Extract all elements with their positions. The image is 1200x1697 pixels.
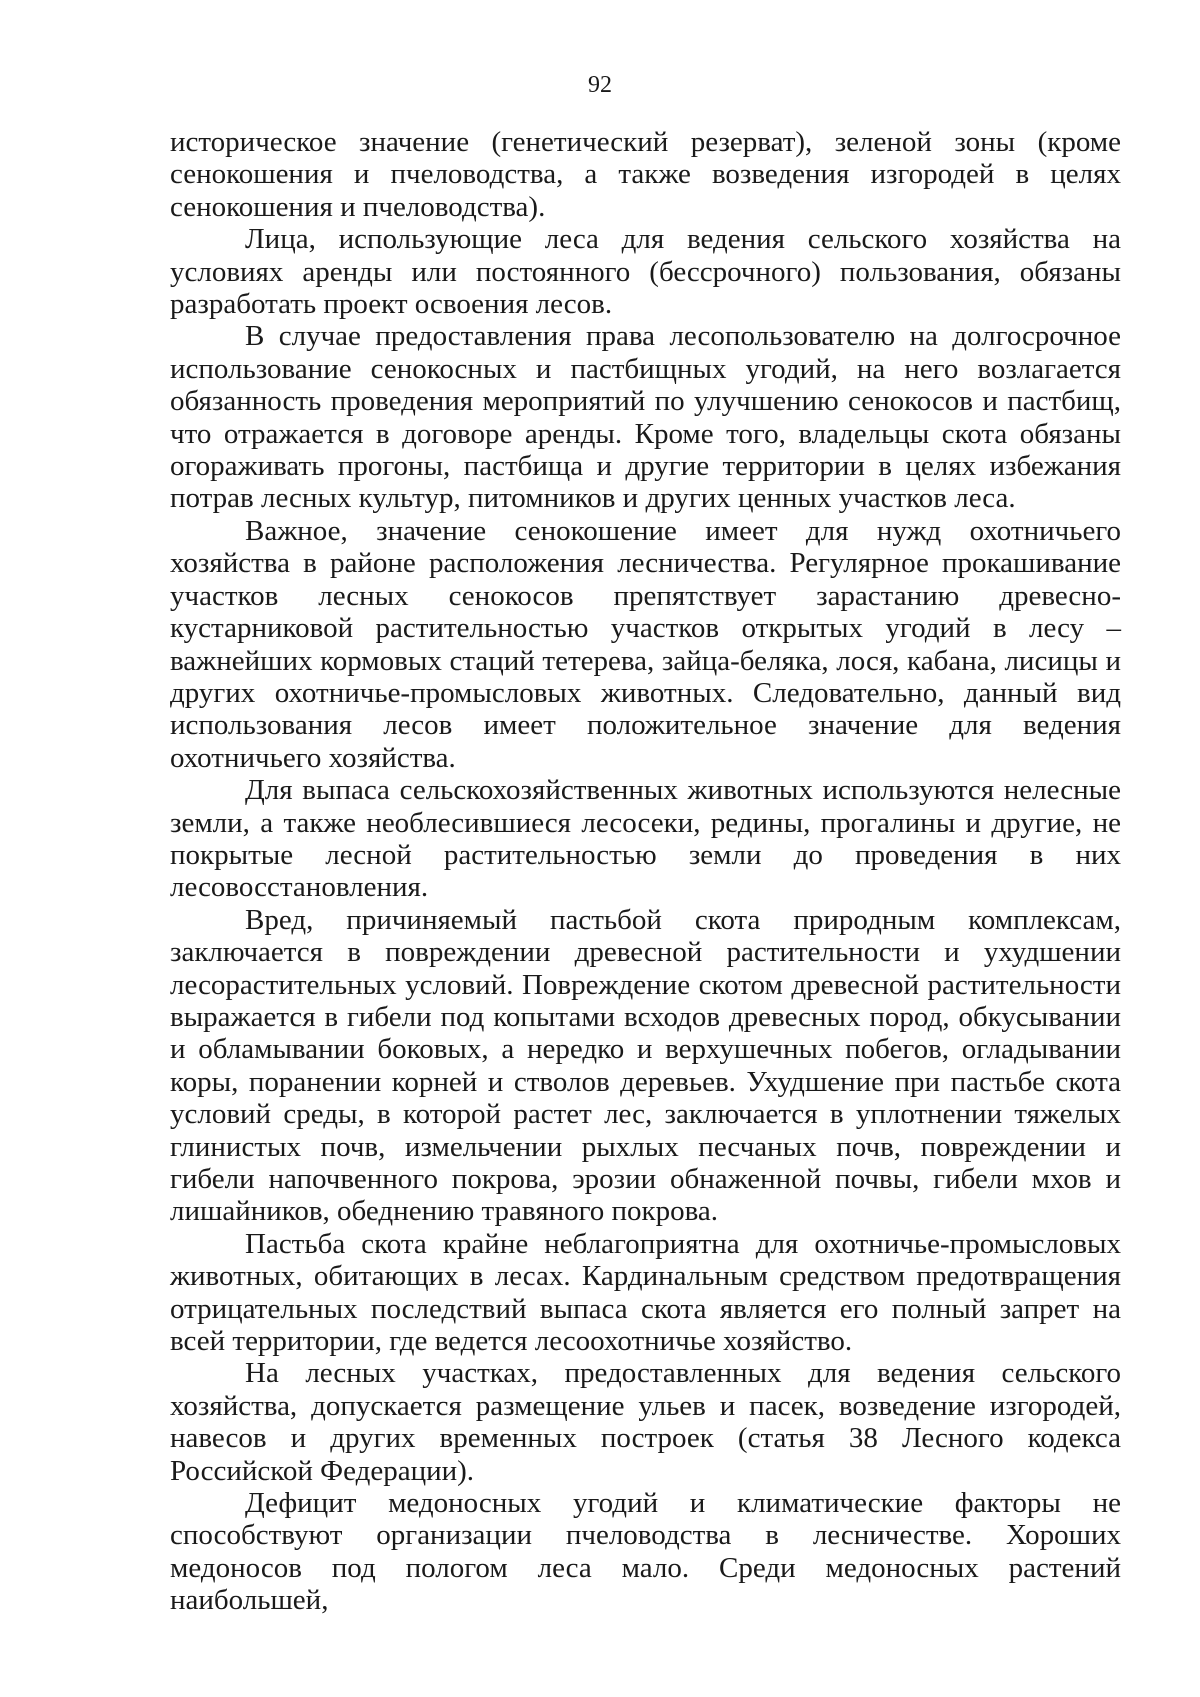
body-text [170,126,1121,1617]
paragraph-beehives: На лесных участках, предоставленных для ведения сельского хозяйства, допускается размещение ульев и пасек, возведение изгородей, навесов и других временных построек (статья 38 Лесного кодекса Российской Федерации). [170,1357,1121,1487]
paragraph-grazing-ban: Пастьба скота крайне неблагоприятна для охотничье-промысловых животных, обитающих в лесах. Кардинальным средством предотвращения отрицательных последствий выпаса скота является его полный запрет на всей территории, где ведется лесоохотничье хозяйство. [170,1227,1121,1358]
page-number: 92 [588,72,612,98]
paragraph-continued: историческое значение (генетический резерват), зеленой зоны (кроме сенокошения и пчеловодства, а также возведения изгородей в целях сенокошения и пчеловодства). [170,126,1121,223]
paragraph-hay-pasture-lease: В случае предоставления права лесопользователю на долгосрочное использование сенокосных и пастбищных угодий, на него возлагается обязанность проведения мероприятий по улучшению сенокосов и пастбищ, что отражается в договоре аренды. Кроме того, владельцы скота обязаны огораживать прогоны, пастбища и другие территории в целях избежания потрав лесных культур, питомников и других ценных участков леса. [170,320,1121,515]
paragraph-grazing-harm: Вред, причиняемый пастьбой скота природным комплексам, заключается в повреждении древесной растительности и ухудшении лесорастительных условий. Повреждение скотом древесной растительности выражается в гибели под копытами всходов древесных пород, обкусывании и обламывании боковых, а нередко и верхушечных побегов, огладывании коры, поранении корней и стволов деревьев. Ухудшение при пастьбе скота условий среды, в которой растет лес, заключается в уплотнении тяжелых глинистых почв, измельчении рыхлых песчаных почв, повреждении и гибели напочвенного покрова, эрозии обнаженной почвы, гибели мхов и лишайников, обеднению травяного покрова. [170,903,1121,1228]
paragraph-haymaking-hunting: Важное, значение сенокошение имеет для нужд охотничьего хозяйства в районе расположения лесничества. Регулярное прокашивание участков лесных сенокосов препятствует зарастанию древесно-кустарниковой растительностью участков открытых угодий в лесу – важнейших кормовых стаций тетерева, зайца-беляка, лося, кабана, лисицы и других охотничье-промысловых животных. Следовательно, данный вид использования лесов имеет положительное значение для ведения охотничьего хозяйства. [170,514,1121,774]
paragraph-forest-use-project: Лица, использующие леса для ведения сельского хозяйства на условиях аренды или постоянного (бессрочного) пользования, обязаны разработать проект освоения лесов. [170,223,1121,321]
paragraph-beekeeping: Дефицит медоносных угодий и климатические факторы не способствуют организации пчеловодства в лесничестве. Хороших медоносов под пологом леса мало. Среди медоносных растений наибольшей, [170,1487,1121,1617]
paragraph-grazing-lands: Для выпаса сельскохозяйственных животных используются нелесные земли, а также необлесившиеся лесосеки, редины, прогалины и другие, не покрытые лесной растительностью земли до проведения в них лесовосстановления. [170,774,1121,904]
